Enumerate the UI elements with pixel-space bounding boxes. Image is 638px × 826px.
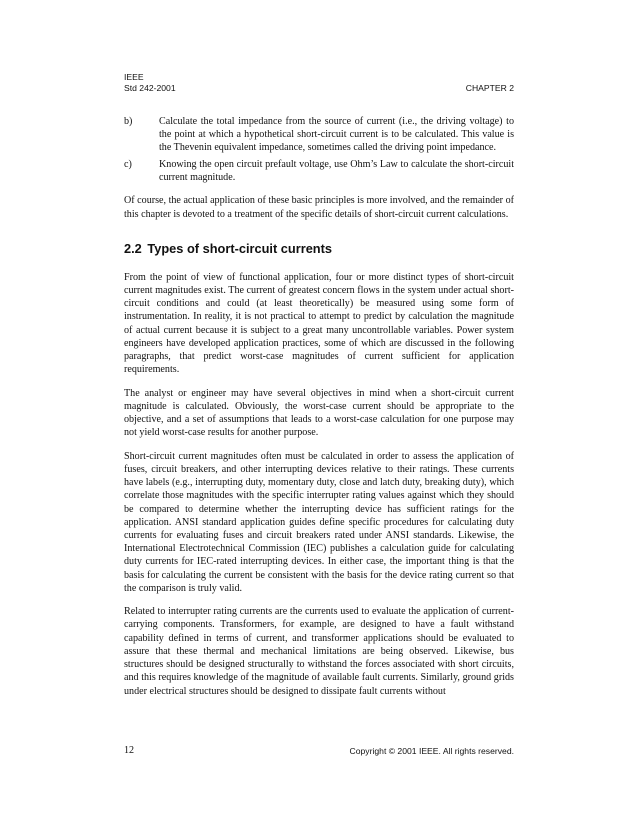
section-title: Types of short-circuit currents [147, 240, 333, 256]
header-standard-number: Std 242-2001 [124, 82, 176, 93]
list-marker: b) [124, 116, 133, 127]
list-text: Calculate the total impedance from the source of current (i.e., the driving voltage) to the point at which a hypothetical short-circuit current is to be calculated. This value is the Thevenin equivalent impedance, sometimes called the driving point impedance. [159, 116, 514, 154]
paragraph: Related to interrupter rating currents are the currents used to evaluate the application of current-carrying components. Transformers, for example, are designed to have a fault withstand capability defined in terms of current, and transformer applications should be evaluated to assure that these thermal and mechanical limitations are being observed. Likewise, bus structures should be designed structurally to withstand the forces associated with short circuits, and this requires knowledge of the magnitude of available fault currents. Similarly, ground grids under electrical structures should be designed to dissipate fault currents without [124, 606, 514, 697]
header-chapter: CHAPTER 2 [465, 83, 514, 93]
page-number: 12 [124, 745, 135, 756]
header-org: IEEE [124, 72, 144, 82]
section-number: 2.2 [124, 240, 142, 256]
running-header-left [124, 72, 176, 93]
copyright-notice: Copyright © 2001 IEEE. All rights reserved. [349, 746, 514, 756]
page-body [124, 115, 514, 708]
list-item [124, 158, 514, 184]
list-item [124, 115, 514, 155]
paragraph: Short-circuit current magnitudes often must be calculated in order to assess the application of fuses, circuit breakers, and other interrupting devices relative to their ratings. These currents have labels (e.g., interrupting duty, momentary duty, close and latch duty, breaking duty), which correlate those magnitudes with the specific interrupter rating values against which they should be compared to determine whether the interrupting device has sufficient ratings for the application. ANSI standard application guides define specific procedures for calculating duty currents for evaluating fuses and circuit breakers rated under ANSI standards. Likewise, the International Electrotechnical Commission (IEC) publishes a calculation guide for calculating duty currents for IEC-rated interrupting devices. In either case, the important thing is that the basis for calculating the current be consistent with the basis for the device rating current so that the comparison is truly valid. [124, 450, 514, 594]
paragraph: From the point of view of functional application, four or more distinct types of short-circuit current magnitudes exist. The current of greatest concern flows in the system under actual short-circuit conditions and could (at least theoretically) be measured using some form of instrumentation. In reality, it is not practical to attempt to predict by calculation the magnitude of actual current because it is subject to a great many uncontrollable variables. Power system engineers have developed application practices, some of which are discussed in the following paragraphs, that predict worst-case magnitudes of current sufficient for application requirements. [124, 271, 514, 376]
paragraph: Of course, the actual application of these basic principles is more involved, and the remainder of this chapter is devoted to a treatment of the specific details of short-circuit current calculations. [124, 195, 514, 220]
section-heading [124, 241, 514, 257]
paragraph: The analyst or engineer may have several objectives in mind when a short-circuit current magnitude is calculated. Obviously, the worst-case current should be appropriate to the objective, and a set of assumptions that leads to a worst-case calculation for one purpose may not yield worst-case results for another purpose. [124, 387, 514, 439]
list-marker: c) [124, 158, 132, 170]
step-list [124, 115, 514, 184]
list-text: Knowing the open circuit prefault voltage, use Ohm’s Law to calculate the short-circuit current magnitude. [159, 158, 514, 183]
